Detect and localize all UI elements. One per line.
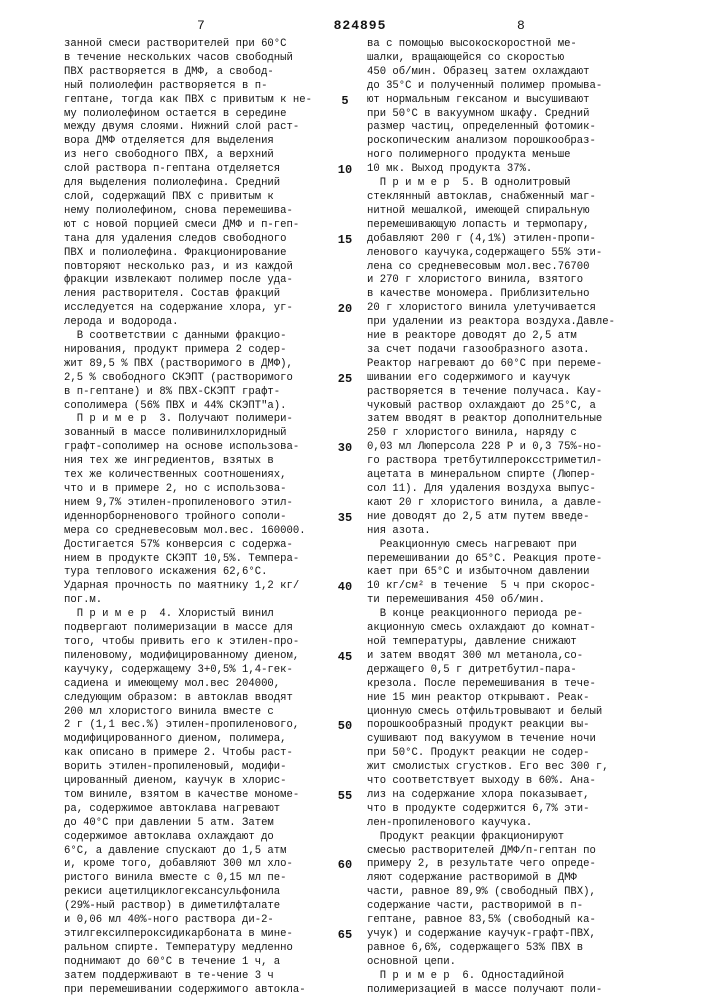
text-line: сушивают под вакуумом в течение ночи [367, 733, 663, 747]
text-line: жит 89,5 % ПВХ (растворимого в ДМФ), [64, 358, 360, 372]
text-line: П р и м е р 3. Получают полимери- [64, 413, 360, 427]
text-line: том виниле, взятом в качестве мономе- [64, 789, 360, 803]
text-line: поднимают до 60°С в течение 1 ч, а [64, 956, 360, 970]
text-line: Достигается 57% конверсия с содержа- [64, 539, 360, 553]
text-line: сополимера (56% ПВХ и 44% СКЭПТ"а). [64, 400, 360, 414]
line-number: 45 [330, 650, 360, 664]
text-line: ацетата в минеральном спирте (Люпер- [367, 469, 663, 483]
text-line: содержание части, растворимой в п- [367, 900, 663, 914]
text-line: 450 об/мин. Образец затем охлаждают [367, 66, 663, 80]
text-line: П р и м е р 5. В однолитровый [367, 177, 663, 191]
text-line: 2 г (1,1 вес.%) этилен-пропиленового, [64, 719, 360, 733]
text-line: как описано в примере 2. Чтобы раст- [64, 747, 360, 761]
line-number: 55 [330, 789, 360, 803]
text-line: до 35°С и полученный полимер промыва- [367, 80, 663, 94]
text-line: лена со средневесовым мол.вес.76700 [367, 261, 663, 275]
text-line: зованный в массе поливинилхлоридный [64, 427, 360, 441]
text-line: 200 мл хлористого винила вместе с [64, 706, 360, 720]
line-number: 60 [330, 858, 360, 872]
text-line: тана для удаления следов свободного [64, 233, 360, 247]
text-line: что и в примере 2, но с использова- [64, 483, 360, 497]
text-line: слой раствора п-гептана отделяется [64, 163, 360, 177]
text-line: ционную смесь отфильтровывают и белый [367, 706, 663, 720]
text-line: порошкообразный продукт реакции вы- [367, 719, 663, 733]
text-line: в п-гептане) и 8% ПВХ-СКЭПТ графт- [64, 386, 360, 400]
text-line: (29%-ный раствор) в диметилфталате [64, 900, 360, 914]
text-line: стеклянный автоклав, снабженный маг- [367, 191, 663, 205]
text-line: ный полиолефин растворяется в п- [64, 80, 360, 94]
text-line: исследуется на содержание хлора, уг- [64, 302, 360, 316]
text-line: модифицированного диеном, полимера, [64, 733, 360, 747]
text-line: между двумя слоями. Нижний слой раст- [64, 121, 360, 135]
text-line: держащего 0,5 г дитретбутил-пара- [367, 664, 663, 678]
text-line: 250 г хлористого винила, наряду с [367, 427, 663, 441]
text-line: тех же количественных соотношениях, [64, 469, 360, 483]
right-text-column [367, 38, 663, 998]
text-line: 20 г хлористого винила улетучивается [367, 302, 663, 316]
line-number: 5 [330, 94, 360, 108]
text-line: следующим образом: в автоклав вводят [64, 692, 360, 706]
text-line: для выделения полиолефина. Средний [64, 177, 360, 191]
text-line: слой, содержащий ПВХ с привитым к [64, 191, 360, 205]
text-line: что в продукте содержится 6,7% эти- [367, 803, 663, 817]
text-line: ристого винила вместе с 0,15 мл пе- [64, 872, 360, 886]
line-number: 15 [330, 233, 360, 247]
text-line: подвергают полимеризации в массе для [64, 622, 360, 636]
text-line: ворить этилен-пропиленовый, модифи- [64, 761, 360, 775]
text-line: вора ДМФ отделяется для выделения [64, 135, 360, 149]
text-line: смесью растворителей ДМФ/п-гептан по [367, 845, 663, 859]
text-line: Ударная прочность по маятнику 1,2 кг/ [64, 580, 360, 594]
text-line: жит смолистых сгустков. Его вес 300 г, [367, 761, 663, 775]
text-line: полимеризацией в массе получают поли- [367, 984, 663, 998]
text-line: акционную смесь охлаждают до комнат- [367, 622, 663, 636]
line-number: 20 [330, 302, 360, 316]
text-line: чуковый раствор охлаждают до 25°С, а [367, 400, 663, 414]
text-line: добавляют 200 г (4,1%) этилен-пропи- [367, 233, 663, 247]
text-line: графт-сополимер на основе использова- [64, 441, 360, 455]
text-line: ления растворителя. Состав фракций [64, 288, 360, 302]
text-line: 6°С, а давление спускают до 1,5 атм [64, 845, 360, 859]
text-line: шивании его содержимого и каучук [367, 372, 663, 386]
text-line: и затем вводят 300 мл метанола,со- [367, 650, 663, 664]
page-number-left: 7 [197, 18, 205, 33]
text-line: ние в реакторе доводят до 2,5 атм [367, 330, 663, 344]
text-line: в течение нескольких часов свободный [64, 52, 360, 66]
text-line: кает при 65°С и избыточном давлении [367, 566, 663, 580]
text-line: сол 11). Для удаления воздуха выпус- [367, 483, 663, 497]
text-line: ние доводят до 2,5 атм путем введе- [367, 511, 663, 525]
text-line: Продукт реакции фракционируют [367, 831, 663, 845]
text-line: 10 кг/см² в течение 5 ч при скорос- [367, 580, 663, 594]
text-line: ва с помощью высокоскоростной ме- [367, 38, 663, 52]
text-line: повторяют несколько раз, и из каждой [64, 261, 360, 275]
text-line: при удалении из реактора воздуха.Давле- [367, 316, 663, 330]
document-number: 824895 [315, 18, 405, 33]
text-line: того, чтобы привить его к этилен-про- [64, 636, 360, 650]
text-line: крезола. После перемешивания в тече- [367, 678, 663, 692]
text-line: равное 6,6%, содержащего 53% ПВХ в [367, 942, 663, 956]
line-number: 65 [330, 928, 360, 942]
text-line: В конце реакционного периода ре- [367, 608, 663, 622]
text-line: ного полимерного продукта меньше [367, 149, 663, 163]
text-line: содержимое автоклава охлаждают до [64, 831, 360, 845]
text-line: ют с новой порцией смеси ДМФ и п-геп- [64, 219, 360, 233]
text-line: лен-пропиленового каучука. [367, 817, 663, 831]
text-line: каучуку, содержащему 3+0,5% 1,4-гек- [64, 664, 360, 678]
text-line: лерода и водорода. [64, 316, 360, 330]
text-line: перемешивающую лопасть и термопару, [367, 219, 663, 233]
text-line: части, равное 89,9% (свободный ПВХ), [367, 886, 663, 900]
text-line: 0,03 мл Люперсола 228 P и 0,3 75%-но- [367, 441, 663, 455]
text-line: ПВХ растворяется в ДМФ, а свобод- [64, 66, 360, 80]
text-line: цированный диеном, каучук в хлорис- [64, 775, 360, 789]
text-line: 10 мк. Выход продукта 37%. [367, 163, 663, 177]
text-line: при 50°С в вакуумном шкафу. Средний [367, 108, 663, 122]
text-line: ПВХ и полиолефина. Фракционирование [64, 247, 360, 261]
text-line: Реактор нагревают до 60°С при переме- [367, 358, 663, 372]
text-line: размер частиц, определенный фотомик- [367, 121, 663, 135]
text-line: Реакционную смесь нагревают при [367, 539, 663, 553]
text-line: примеру 2, в результате чего опреде- [367, 858, 663, 872]
text-line: ляют содержание растворимой в ДМФ [367, 872, 663, 886]
text-line: этилгексилпероксидикарбоната в мине- [64, 928, 360, 942]
text-line: за счет подачи газообразного азота. [367, 344, 663, 358]
text-line: фракции извлекают полимер после уда- [64, 274, 360, 288]
text-line: растворяется в течение получаса. Кау- [367, 386, 663, 400]
text-line: и, кроме того, добавляют 300 мл хло- [64, 858, 360, 872]
page-number-right: 8 [517, 18, 525, 33]
text-line: основной цепи. [367, 956, 663, 970]
text-line: перемешивании до 65°С. Реакция проте- [367, 553, 663, 567]
line-number: 25 [330, 372, 360, 386]
text-line: П р и м е р 4. Хлористый винил [64, 608, 360, 622]
text-line: 2,5 % свободного СКЭПТ (растворимого [64, 372, 360, 386]
text-line: ние 15 мин реактор открывают. Реак- [367, 692, 663, 706]
text-line: в качестве мономера. Приблизительно [367, 288, 663, 302]
text-line: иденнорборненового тройного сополи- [64, 511, 360, 525]
text-line: нирования, продукт примера 2 содер- [64, 344, 360, 358]
line-number: 50 [330, 719, 360, 733]
text-line: пог.м. [64, 594, 360, 608]
text-line: кают 20 г хлористого винила, а давле- [367, 497, 663, 511]
text-line: занной смеси растворителей при 60°С [64, 38, 360, 52]
text-line: нитной мешалкой, имеющей спиральную [367, 205, 663, 219]
text-line: гептане, равное 83,5% (свободный ка- [367, 914, 663, 928]
text-line: ра, содержимое автоклава нагревают [64, 803, 360, 817]
text-line: затем вводят в реактор дополнительные [367, 413, 663, 427]
left-text-column [64, 38, 360, 998]
text-line: гептане, тогда как ПВХ с привитым к не- [64, 94, 360, 108]
text-line: ральном спирте. Температуру медленно [64, 942, 360, 956]
text-line: ния азота. [367, 525, 663, 539]
text-line: садиена и имеющему мол.вес 204000, [64, 678, 360, 692]
text-line: при перемешивании содержимого автокла- [64, 984, 360, 998]
text-line: тура теплового искажения 62,6°С. [64, 566, 360, 580]
text-line: мера со средневесовым мол.вес. 160000. [64, 525, 360, 539]
line-number: 30 [330, 441, 360, 455]
text-line: ти перемешивания 450 об/мин. [367, 594, 663, 608]
text-line: му полиолефином остается в середине [64, 108, 360, 122]
text-line: шалки, вращающейся со скоростью [367, 52, 663, 66]
text-line: роскопическим анализом порошкообраз- [367, 135, 663, 149]
text-line: ленового каучука,содержащего 55% эти- [367, 247, 663, 261]
text-line: В соответствии с данными фракцио- [64, 330, 360, 344]
text-line: затем поддерживают в те-чение 3 ч [64, 970, 360, 984]
text-line: рекиси ацетилциклогексансульфонила [64, 886, 360, 900]
text-line: пиленовому, модифицированному диеном, [64, 650, 360, 664]
text-line: при 50°С. Продукт реакции не содер- [367, 747, 663, 761]
line-number: 40 [330, 580, 360, 594]
text-line: и 0,06 мл 40%-ного раствора ди-2- [64, 914, 360, 928]
line-number: 10 [330, 163, 360, 177]
text-line: до 40°С при давлении 5 атм. Затем [64, 817, 360, 831]
text-line: нием в продукте СКЭПТ 10,5%. Темпера- [64, 553, 360, 567]
text-line: что соответствует выходу в 60%. Ана- [367, 775, 663, 789]
text-line: го раствора третбутилпероксстриметил- [367, 455, 663, 469]
text-line: П р и м е р 6. Одностадийной [367, 970, 663, 984]
text-line: из него свободного ПВХ, а верхний [64, 149, 360, 163]
text-line: нием 9,7% этилен-пропиленового этил- [64, 497, 360, 511]
line-number: 35 [330, 511, 360, 525]
text-line: ют нормальным гексаном и высушивают [367, 94, 663, 108]
text-line: ния тех же ингредиентов, взятых в [64, 455, 360, 469]
text-line: лиз на содержание хлора показывает, [367, 789, 663, 803]
text-line: учук) и содержание каучук-графт-ПВХ, [367, 928, 663, 942]
text-line: и 270 г хлористого винила, взятого [367, 274, 663, 288]
text-line: нему полиолефином, снова перемешива- [64, 205, 360, 219]
text-line: ной температуры, давление снижают [367, 636, 663, 650]
